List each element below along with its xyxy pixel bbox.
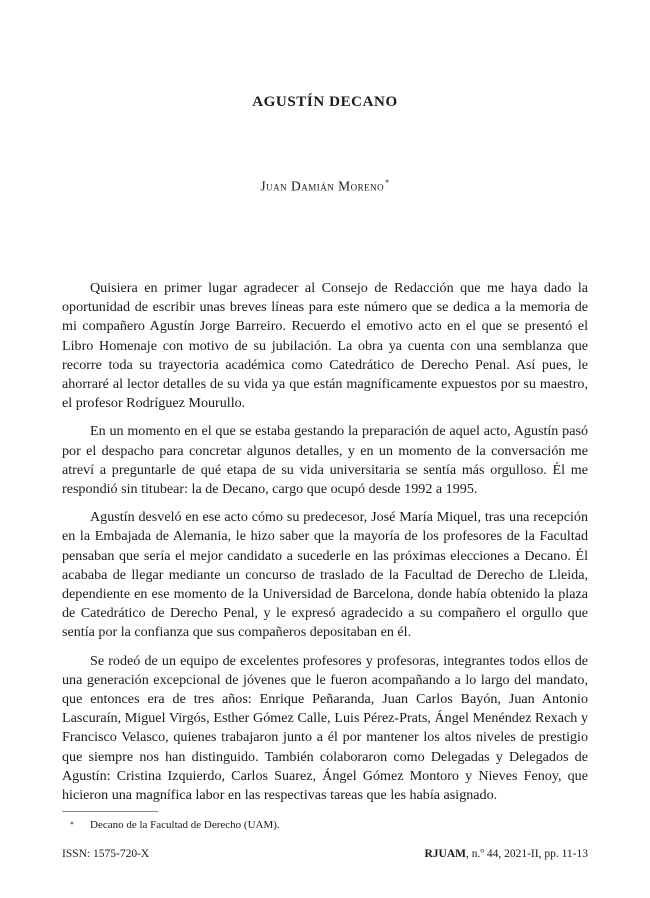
paragraph-3: Agustín desveló en ese acto cómo su predecesor, José María Miquel, tras una recepción en la Embajada de Alemania, le hizo saber que la mayoría de los profesores de la Facultad pensaban que sería el mejor candidato a sucederle en las próximas elecciones a Decano. Él acababa de llegar mediante un concurso de traslado de la Facultad de Derecho de Lleida, dependiente en ese momento de la Universidad de Barcelona, donde había obtenido la plaza de Catedrático de Derecho Penal, y le expresó agradecido a su compañero el orgullo que sentía por la confianza que sus compañeros depositaban en él. — [62, 509, 588, 641]
author-line — [0, 178, 650, 195]
footnote-divider — [62, 811, 158, 812]
author-footnote-mark: * — [385, 178, 390, 187]
page-footer — [62, 847, 588, 861]
footer-journal: RJUAM — [424, 848, 467, 860]
footer-issn: ISSN: 1575-720-X — [62, 848, 150, 860]
footnote — [62, 818, 588, 832]
footnote-text: Decano de la Facultad de Derecho (UAM). — [90, 819, 280, 831]
paragraph-1: Quisiera en primer lugar agradecer al Consejo de Redacción que me haya dado la oportunidad de escribir unas breves líneas para este número que se dedica a la memoria de mi compañero Agustín Jorge Barreiro. Recuerdo el emotivo acto en el que se presentó el Libro Homenaje con motivo de su jubilación. La obra ya cuenta con una semblanza que recorre toda su trayectoria académica como Catedrático de Derecho Penal. Así pues, le ahorraré al lector detalles de su vida ya que están magníficamente expuestos por su maestro, el profesor Rodríguez Mourullo. — [62, 280, 588, 412]
footnote-mark: * — [70, 820, 74, 829]
author-name: Juan Damián Moreno — [260, 178, 385, 194]
paragraph-4: Se rodeó de un equipo de excelentes profesores y profesoras, integrantes todos ellos de una generación excepcional de jóvenes que le fueron acompañando a lo largo del mandato, que entonces era de tres años: Enrique Peñaranda, Juan Carlos Bayón, Juan Antonio Lascuraín, Miguel Virgós, Esther Gómez Calle, Luis Pérez-Prats, Ángel Menéndez Rexach y Francisco Velasco, quienes trabajaron junto a él por mantener los altos niveles de prestigio que siempre nos han distinguido. También colaboraron como Delegadas y Delegados de Agustín: Cristina Izquierdo, Carlos Suarez, Ángel Gómez Montoro y Nieves Fenoy, que hicieron una magnífica labor en las respectivas tareas que les había asignado. — [62, 652, 588, 804]
footer-citation: , n.º 44, 2021-II, pp. 11-13 — [466, 848, 588, 860]
article-title: AGUSTÍN DECANO — [252, 94, 398, 110]
article-body — [62, 279, 588, 814]
footer-citation-block — [425, 847, 589, 861]
paragraph-2: En un momento en el que se estaba gestando la preparación de aquel acto, Agustín pasó por el despacho para concretar algunos detalles, y en un momento de la conversación me atreví a preguntarle de qué etapa de su vida universitaria se sentía más orgulloso. Él me respondió sin titubear: la de Decano, cargo que ocupó desde 1992 a 1995. — [62, 423, 588, 498]
